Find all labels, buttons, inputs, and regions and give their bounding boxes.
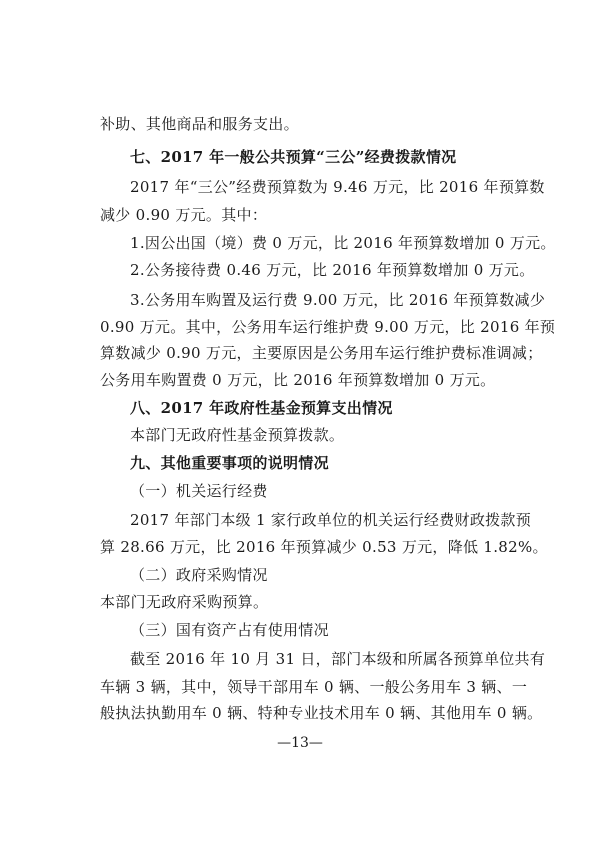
paragraph-line: 3.公务用车购置及运行费 9.00 万元，比 2016 年预算数减少 [130,291,546,309]
section-heading-9: 九、其他重要事项的说明情况 [130,454,329,472]
paragraph-line: 0.90 万元。其中，公务用车运行维护费 9.00 万元，比 2016 年预 [100,318,556,336]
section-heading-8: 八、2017 年政府性基金预算支出情况 [130,399,393,417]
paragraph-line: 算数减少 0.90 万元，主要原因是公务用车运行维护费标准调减； [100,344,543,362]
page-number: —13— [277,735,323,751]
paragraph-line: 公务用车购置费 0 万元，比 2016 年预算数增加 0 万元。 [100,371,496,389]
paragraph-line: 1.因公出国（境）费 0 万元，比 2016 年预算数增加 0 万元。 [130,234,556,252]
paragraph-line: 算 28.66 万元，比 2016 年预算减少 0.53 万元，降低 1.82%。 [100,538,548,556]
paragraph-line: 2017 年部门本级 1 家行政单位的机关运行经费财政拨款预 [130,511,532,529]
paragraph-line: 补助、其他商品和服务支出。 [100,115,299,133]
section-heading-7: 七、2017 年一般公共预算“三公”经费拨款情况 [130,148,457,166]
subsection-heading: （二）政府采购情况 [130,566,268,584]
paragraph-line: 般执法执勤用车 0 辆、特种专业技术用车 0 辆、其他用车 0 辆。 [100,704,543,722]
paragraph-line: 本部门无政府采购预算。 [100,593,269,611]
paragraph-line: 车辆 3 辆，其中，领导干部用车 0 辆、一般公务用车 3 辆、一 [100,678,528,696]
paragraph-line: 2.公务接待费 0.46 万元，比 2016 年预算数增加 0 万元。 [130,261,535,279]
paragraph-line: 本部门无政府性基金预算拨款。 [130,426,345,444]
subsection-heading: （一）机关运行经费 [130,482,268,500]
paragraph-line: 减少 0.90 万元。其中： [100,206,268,224]
subsection-heading: （三）国有资产占有使用情况 [130,621,329,639]
paragraph-line: 2017 年“三公”经费预算数为 9.46 万元，比 2016 年预算数 [130,178,545,196]
paragraph-line: 截至 2016 年 10 月 31 日，部门本级和所属各预算单位共有 [130,650,546,668]
